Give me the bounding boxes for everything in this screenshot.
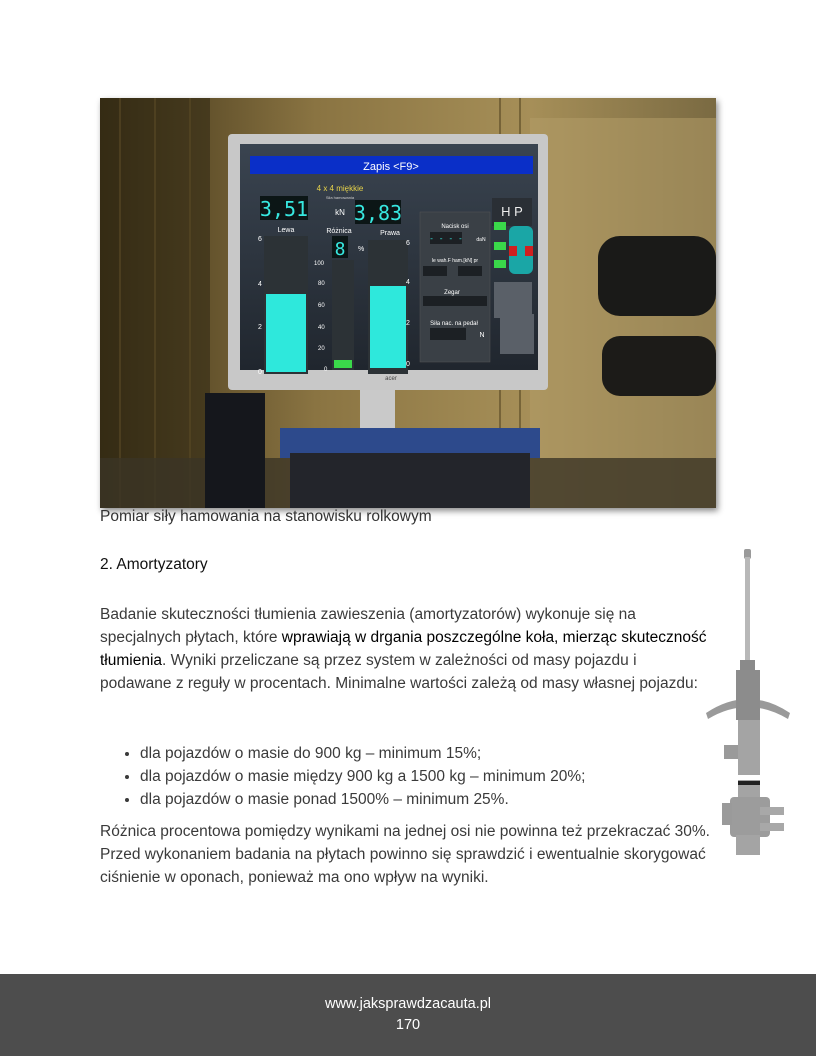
svg-text:40: 40: [318, 325, 325, 331]
svg-text:0: 0: [324, 367, 328, 373]
pedal-unit: N: [479, 332, 485, 339]
svg-text:100: 100: [314, 261, 325, 267]
right-label: Prawa: [380, 230, 400, 237]
screen-title: Zapis <F9>: [363, 161, 419, 173]
weight-requirements-list: [100, 742, 752, 811]
left-bar: [266, 294, 306, 372]
list-item: • dla pojazdów o masie ponad 1500% – minimum 25%.: [140, 788, 752, 811]
reading-unit: kN: [335, 208, 345, 217]
axle-load-unit: daN: [476, 237, 486, 243]
brake-label: le wah.F ham.[kN] pr: [431, 258, 479, 264]
svg-text:2: 2: [406, 320, 410, 327]
svg-text:6: 6: [258, 236, 262, 243]
screen-force-label: Siła hamowania: [325, 195, 355, 200]
svg-text:- - - -: - - - -: [429, 234, 463, 243]
pedal-label: Siła nac. na pedał: [430, 321, 478, 327]
right-reading: 3,83: [353, 201, 403, 225]
svg-text:2: 2: [258, 324, 262, 331]
paragraph-difference: Różnica procentowa pomiędzy wynikami na jednej osi nie powinna też przekraczać 30%. Przed wykonaniem badania na płytach powinno się sprawdzić i ewentualnie skorygować ciśnienie w oponach, ponieważ ma ono wpływ na wyniki.: [100, 823, 710, 886]
screen-mode: 4 x 4 miękkie: [316, 184, 364, 193]
diff-bar: [334, 360, 352, 368]
svg-text:0: 0: [406, 361, 410, 368]
photo-caption: Pomiar siły hamowania na stanowisku rolkowym: [100, 508, 432, 525]
right-bar: [370, 286, 406, 368]
axle-load-label: Nacisk osi: [441, 224, 469, 230]
svg-text:0: 0: [258, 369, 262, 376]
clock-label: Zegar: [444, 290, 460, 296]
paragraph-text-end: . Wyniki przeliczane są przez system w zależności od masy pojazdu i podawane z reguły w procentach. Minimalne wartości zależą od masy własnej pojazdu:: [100, 652, 698, 692]
svg-text:6: 6: [406, 240, 410, 247]
brake-test-photo: [100, 98, 716, 508]
paragraph-text: Badanie skuteczności tłumienia zawieszenia (amortyzatorów) wykonuje się na specjalnych płytach, które: [100, 606, 636, 646]
page-footer: [0, 974, 816, 1056]
svg-text:60: 60: [318, 303, 325, 309]
brake-test-photo-drawing: [100, 98, 716, 508]
diff-label: Różnica: [326, 228, 352, 235]
list-item: • dla pojazdów o masie do 900 kg – minimum 15%;: [140, 742, 752, 765]
section-heading: 2. Amortyzatory: [100, 556, 208, 573]
shock-absorber-image: [700, 545, 796, 860]
left-label: Lewa: [277, 227, 295, 234]
svg-text:80: 80: [318, 281, 325, 287]
diff-unit: %: [358, 246, 365, 253]
hp-indicator: H P: [501, 204, 523, 219]
paragraph-dampers-intro: [100, 603, 712, 695]
svg-text:4: 4: [258, 281, 262, 288]
footer-url: www.jaksprawdzacauta.pl: [324, 996, 492, 1012]
svg-text:20: 20: [318, 346, 325, 352]
monitor-brand: acer: [385, 376, 397, 382]
left-reading: 3,51: [259, 197, 309, 221]
shock-absorber-drawing: [700, 545, 796, 860]
diff-reading: 8: [334, 239, 346, 260]
page-number: 170: [395, 1017, 421, 1033]
list-item: • dla pojazdów o masie między 900 kg a 1500 kg – minimum 20%;: [140, 765, 752, 788]
paragraph-bold-text: wprawiają w drgania poszczególne koła, mierząc skuteczność tłumienia: [100, 629, 707, 669]
svg-text:4: 4: [406, 279, 410, 286]
